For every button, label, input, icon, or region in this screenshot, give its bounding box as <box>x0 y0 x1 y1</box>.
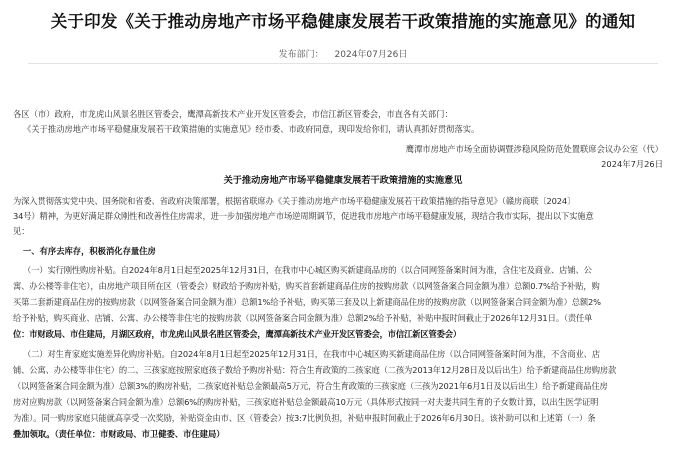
notice-date: 2024年7月26日 <box>601 159 663 169</box>
notice-signer: 鹰潭市房地产市场全面协调暨涉稳风险防范处置联席会议办公室（代） <box>405 144 663 154</box>
section-heading: 一、有序去库存，积极消化存量住房 <box>23 246 156 256</box>
page-title: 关于印发《关于推动房地产市场平稳健康发展若干政策措施的实施意见》的通知 <box>50 12 636 31</box>
item1-line: 给予补贴，购买商业、店铺、公寓、办公楼等非住宅的按购房款（以网签备案合同金额为准）总额2%给予补贴，补贴申报时间截止于2026年12月31日。（责任单 <box>13 313 593 323</box>
publish-source: 发布部门： <box>278 50 324 60</box>
header-divider <box>28 63 658 64</box>
intro-line: 见： <box>13 226 30 236</box>
item2-line: 为准）。同一购房家庭只能就高享受一次奖励，补贴资金由市、区（管委会）按3:7比例负担，补贴申报时间截止于2026年6月30日。该补助可以和上述第（一）条 <box>13 413 596 423</box>
item2-line: 房对应购房款（以网签备案合同金额为准）总额6%的购房补贴，三孩家庭补贴总金额最高10万元（具体形式按同一对夫妻共同生育的子女数计算，以出生医学证明 <box>13 397 599 407</box>
item1-responsible-units: 位：市财政局、市住建局，月湖区政府，市龙虎山风景名胜区管委会，鹰潭高新技术产业开发区管委会，市信江新区管委会） <box>13 329 462 339</box>
notice-addressees: 各区（市）政府，市龙虎山风景名胜区管委会，鹰潭高新技术产业开发区管委会，市信江新区管委会，市直各有关部门： <box>13 109 453 119</box>
intro-line: 34号）精神，为更好满足群众刚性和改善性住房需求，进一步加强房地产市场逆周期调节，促进我市房地产市场平稳健康发展，现结合我市实际，提出以下实施意 <box>13 211 594 221</box>
item1-line: 买第二套新建商品住房的按购房款（以网签备案合同金额为准）总额1%给予补贴，购买第三套及以上新建商品住房的按购房款（以网签备案合同金额为准）总额2% <box>13 297 601 307</box>
item2-line: （二）对生育家庭实施差异化购房补贴。自2024年8月1日起至2025年12月31日，在我市中心城区购买新建商品住房（以合同网签备案时间为准，不含商业、店 <box>23 349 600 359</box>
publish-meta <box>0 47 686 60</box>
intro-line: 为深入贯彻落实党中央、国务院和省委、省政府决策部署，根据省联席办《关于推动房地产市场平稳健康发展若干政策措施的指导意见》（赣房商联〔2024〕 <box>13 196 576 206</box>
notice-body: 《关于推动房地产市场平稳健康发展若干政策措施的实施意见》经市委、市政府同意，现印发给你们，请认真抓好贯彻落实。 <box>23 124 480 134</box>
item2-line: 铺、公寓、办公楼等非住宅）的二、三孩家庭按照家庭孩子数给予购房补贴：符合生育政策的二孩家庭（二孩为2013年12月28日及以后出生）给予新建商品住房购房款 <box>13 365 617 375</box>
document-heading: 关于推动房地产市场平稳健康发展若干政策措施的实施意见 <box>223 175 463 186</box>
item1-line: 寓、办公楼等非住宅），由房地产项目所在区（管委会）财政给予购房补贴，购买首套新建商品住房的按购房款（以网签备案合同金额为准）总额0.7%给予补贴，购 <box>13 281 600 291</box>
item2-line: （以网签备案合同金额为准）总额3%的购房补贴，二孩家庭补贴总金额最高5万元，符合生育政策的三孩家庭（三孩为2021年6月1日及以后出生）给予新建商品住房 <box>13 381 608 391</box>
item1-line: （一）实行刚性购房补贴。自2024年8月1日起至2025年12月31日，在我市中心城区购买新建商品房的（以合同网签备案时间为准，含住宅及商业、店铺、公 <box>23 265 592 275</box>
publish-date: 2024年07月26日 <box>334 50 408 60</box>
item2-responsible-units: 叠加领取。（责任单位：市财政局、市卫健委、市住建局） <box>13 429 225 439</box>
